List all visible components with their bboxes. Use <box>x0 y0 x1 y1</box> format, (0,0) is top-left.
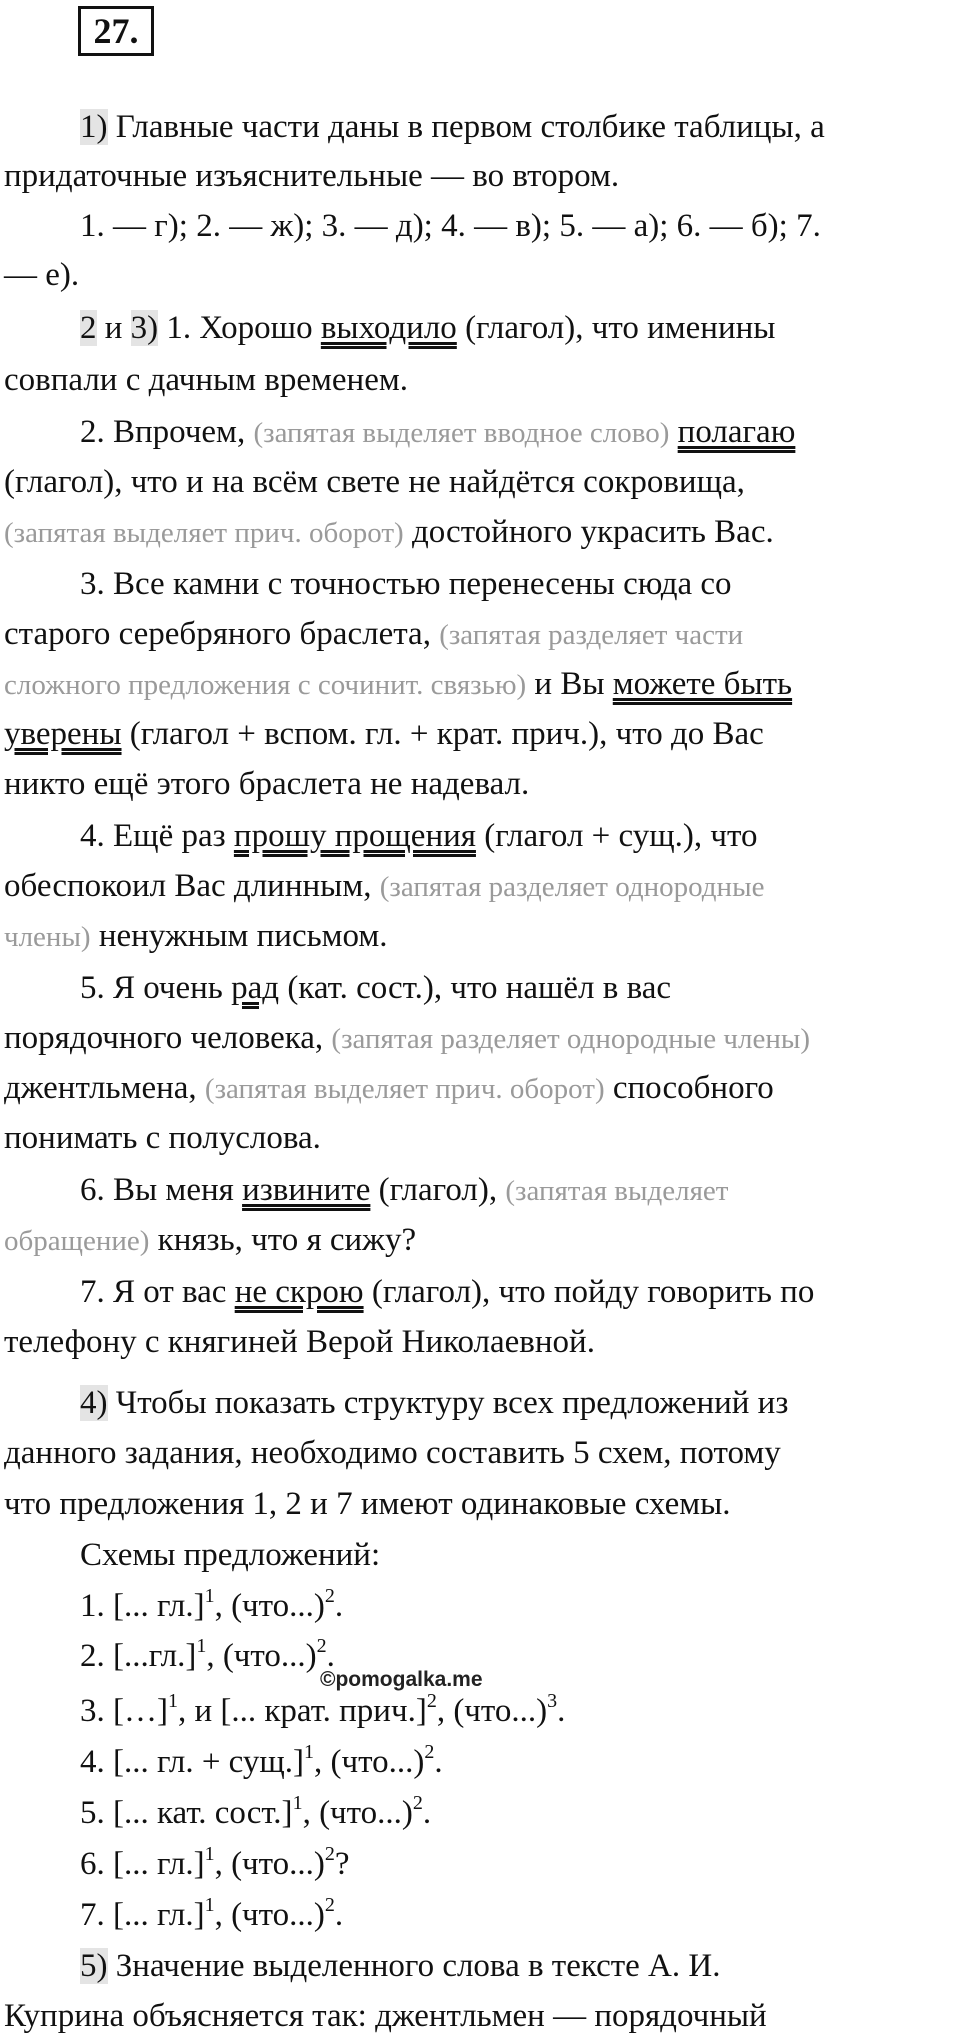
s4-line2: обеспокоил Вас длинным, (запятая разделяет однородные <box>4 868 765 904</box>
comma-note: члены) <box>4 921 91 953</box>
comma-note: (запятая разделяет однородные члены) <box>331 1023 810 1055</box>
s3-line2: старого серебряного браслета, (запятая разделяет части <box>4 616 744 652</box>
s5-line4: понимать с полуслова. <box>4 1120 321 1156</box>
s2-line2: (глагол), что и на всём свете не найдётся сокровища, <box>4 464 745 500</box>
scheme-4: 4. [... гл. + сущ.]$^1$, $(что...)^2$. <box>80 1741 443 1780</box>
s6-line1: 6. Вы меня извините (глагол), (запятая выделяет <box>80 1172 729 1208</box>
p1-line2: придаточные изъяснительные — во втором. <box>4 158 620 194</box>
p4-line1: 4) Чтобы показать структуру всех предложений из <box>80 1385 789 1421</box>
schemes-title: Схемы предложений: <box>80 1537 381 1573</box>
scheme-7: 7. [... гл.]$^1$, $(что...)^2$. <box>80 1894 344 1933</box>
s7-line1: 7. Я от вас не скрою (глагол), что пойду говорить по <box>80 1274 815 1310</box>
comma-note: (запятая разделяет части <box>439 619 744 651</box>
scheme-5: 5. [... кат. сост.]$^1$, $(что...)^2$. <box>80 1792 432 1831</box>
p4-line2: данного задания, необходимо составить 5 схем, потому <box>4 1435 781 1471</box>
p5-line2: Куприна объясняется так: джентльмен — порядочный <box>4 1998 767 2034</box>
predicate: прошу прощения <box>233 818 476 854</box>
predicate: выходило <box>320 310 457 346</box>
p1-line1: 1) Главные части даны в первом столбике таблицы, а <box>80 109 825 145</box>
s3-line1: 3. Все камни с точностью перенесены сюда со <box>80 566 732 602</box>
p1-matches-1: 1. — г); 2. — ж); 3. — д); 4. — в); 5. — а); 6. — б); 7. <box>80 208 821 244</box>
predicate: уверены <box>4 716 122 752</box>
scheme-3: 3. […]$^1$, и [... крат. прич.]$^2$, $(что...)^3$. <box>80 1690 566 1729</box>
predicate: можете быть <box>612 666 793 702</box>
scheme-1: 1. [... гл.]$^1$, $(что...)^2$. <box>80 1585 344 1624</box>
comma-note: обращение) <box>4 1225 150 1257</box>
comma-note: (запятая выделяет прич. оборот) <box>4 517 404 549</box>
s7-line2: телефону с княгиней Верой Николаевной. <box>4 1324 595 1360</box>
s3-line4: уверены (глагол + вспом. гл. + крат. прич.), что до Вас <box>4 716 764 752</box>
s3-line5: никто ещё этого браслета не надевал. <box>4 766 530 802</box>
s1-line2: совпали с дачным временем. <box>4 362 408 398</box>
comma-note: (запятая выделяет <box>505 1175 729 1207</box>
marker-1: 1) <box>80 109 108 145</box>
marker-5: 5) <box>80 1948 108 1984</box>
p4-line3: что предложения 1, 2 и 7 имеют одинаковые схемы. <box>4 1486 731 1522</box>
p5-line1: 5) Значение выделенного слова в тексте А. И. <box>80 1948 721 1984</box>
s5-line3: джентльмена, (запятая выделяет прич. оборот) способного <box>4 1070 774 1106</box>
predicate: не скрою <box>234 1274 364 1310</box>
marker-2: 2 <box>80 310 97 346</box>
scheme-6: 6. [... гл.]$^1$, $(что...)^2$? <box>80 1843 350 1882</box>
marker-3: 3) <box>130 310 159 346</box>
predicate: полагаю <box>677 414 796 450</box>
s2-line3: (запятая выделяет прич. оборот) достойного украсить Вас. <box>4 514 774 550</box>
s4-line3: члены) ненужным письмом. <box>4 918 388 954</box>
s1-line1: 2 и 3) 1. Хорошо выходило (глагол), что именины <box>80 310 776 346</box>
predicate: рад <box>231 970 280 1006</box>
marker-4: 4) <box>80 1385 108 1421</box>
s4-line1: 4. Ещё раз прошу прощения (глагол + сущ.), что <box>80 818 758 854</box>
s5-line2: порядочного человека, (запятая разделяет однородные члены) <box>4 1020 810 1056</box>
comma-note: (запятая выделяет прич. оборот) <box>204 1073 605 1105</box>
s5-line1: 5. Я очень рад (кат. сост.), что нашёл в вас <box>80 970 672 1006</box>
comma-note: (запятая разделяет однородные <box>379 871 765 903</box>
p1-matches-2: — е). <box>4 257 80 293</box>
task-number: 27. <box>78 6 154 56</box>
predicate: извините <box>242 1172 371 1208</box>
scheme-2: 2. $[...гл.]^1$, $(что...)^2$. <box>80 1635 335 1674</box>
s2-line1: 2. Впрочем, (запятая выделяет вводное слово) полагаю <box>80 414 796 450</box>
watermark: ©pomogalka.me <box>320 1668 483 1691</box>
s6-line2: обращение) князь, что я сижу? <box>4 1222 417 1258</box>
comma-note: (запятая выделяет вводное слово) <box>253 417 670 449</box>
s3-line3: сложного предложения с сочинит. связью) и Вы можете быть <box>4 666 793 702</box>
comma-note: сложного предложения с сочинит. связью) <box>4 669 527 701</box>
